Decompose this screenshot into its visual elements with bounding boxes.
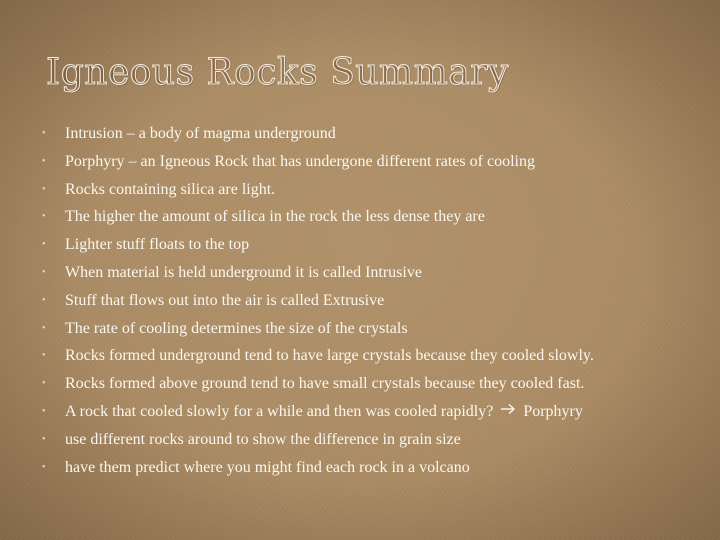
bullet-icon: • xyxy=(42,322,46,334)
bullet-text: Rocks formed underground tend to have large crystals because they cooled slowly. xyxy=(65,347,594,365)
bullet-item xyxy=(40,148,710,176)
bullet-item xyxy=(40,287,710,315)
bullet-icon: • xyxy=(42,155,46,167)
bullet-text: Rocks formed above ground tend to have small crystals because they cooled fast. xyxy=(65,375,585,393)
bullet-text: use different rocks around to show the difference in grain size xyxy=(65,430,461,448)
bullet-text: When material is held underground it is called Intrusive xyxy=(65,263,422,281)
slide-title: Igneous Rocks Summary xyxy=(46,52,509,93)
bullet-icon: • xyxy=(42,239,46,251)
bullet-item xyxy=(40,203,710,231)
arrow-right-icon xyxy=(500,397,516,425)
bullet-text: The rate of cooling determines the size of the crystals xyxy=(65,319,408,337)
bullet-text: have them predict where you might find each rock in a volcano xyxy=(65,458,470,476)
bullet-icon: • xyxy=(42,294,46,306)
bullet-icon: • xyxy=(42,378,46,390)
bullet-item xyxy=(40,259,710,287)
bullet-text: Stuff that flows out into the air is called Extrusive xyxy=(65,291,385,309)
bullet-item xyxy=(40,120,710,148)
bullet-item xyxy=(40,370,710,398)
bullet-icon: • xyxy=(42,461,46,473)
bullet-item xyxy=(40,176,710,204)
bullet-item xyxy=(40,426,710,454)
bullet-text: Lighter stuff floats to the top xyxy=(65,236,250,254)
bullet-list xyxy=(40,120,710,481)
bullet-text: Porphyry – an Igneous Rock that has undergone different rates of cooling xyxy=(65,152,535,170)
bullet-item xyxy=(40,315,710,343)
bullet-item xyxy=(40,454,710,482)
bullet-icon: • xyxy=(42,266,46,278)
bullet-icon: • xyxy=(42,405,46,417)
bullet-icon: • xyxy=(42,350,46,362)
bullet-text: Rocks containing silica are light. xyxy=(65,180,276,198)
bullet-icon: • xyxy=(42,433,46,445)
bullet-item xyxy=(40,342,710,370)
bullet-text: A rock that cooled slowly for a while and then was cooled rapidly? xyxy=(65,402,494,420)
bullet-text: Intrusion – a body of magma underground xyxy=(65,125,336,142)
bullet-answer-text: Porphyry xyxy=(523,402,583,420)
bullet-text: The higher the amount of silica in the rock the less dense they are xyxy=(65,208,485,226)
bullet-icon: • xyxy=(42,183,46,195)
bullet-item xyxy=(40,231,710,259)
bullet-item xyxy=(40,398,710,426)
bullet-icon: • xyxy=(42,211,46,223)
bullet-icon: • xyxy=(42,128,46,139)
